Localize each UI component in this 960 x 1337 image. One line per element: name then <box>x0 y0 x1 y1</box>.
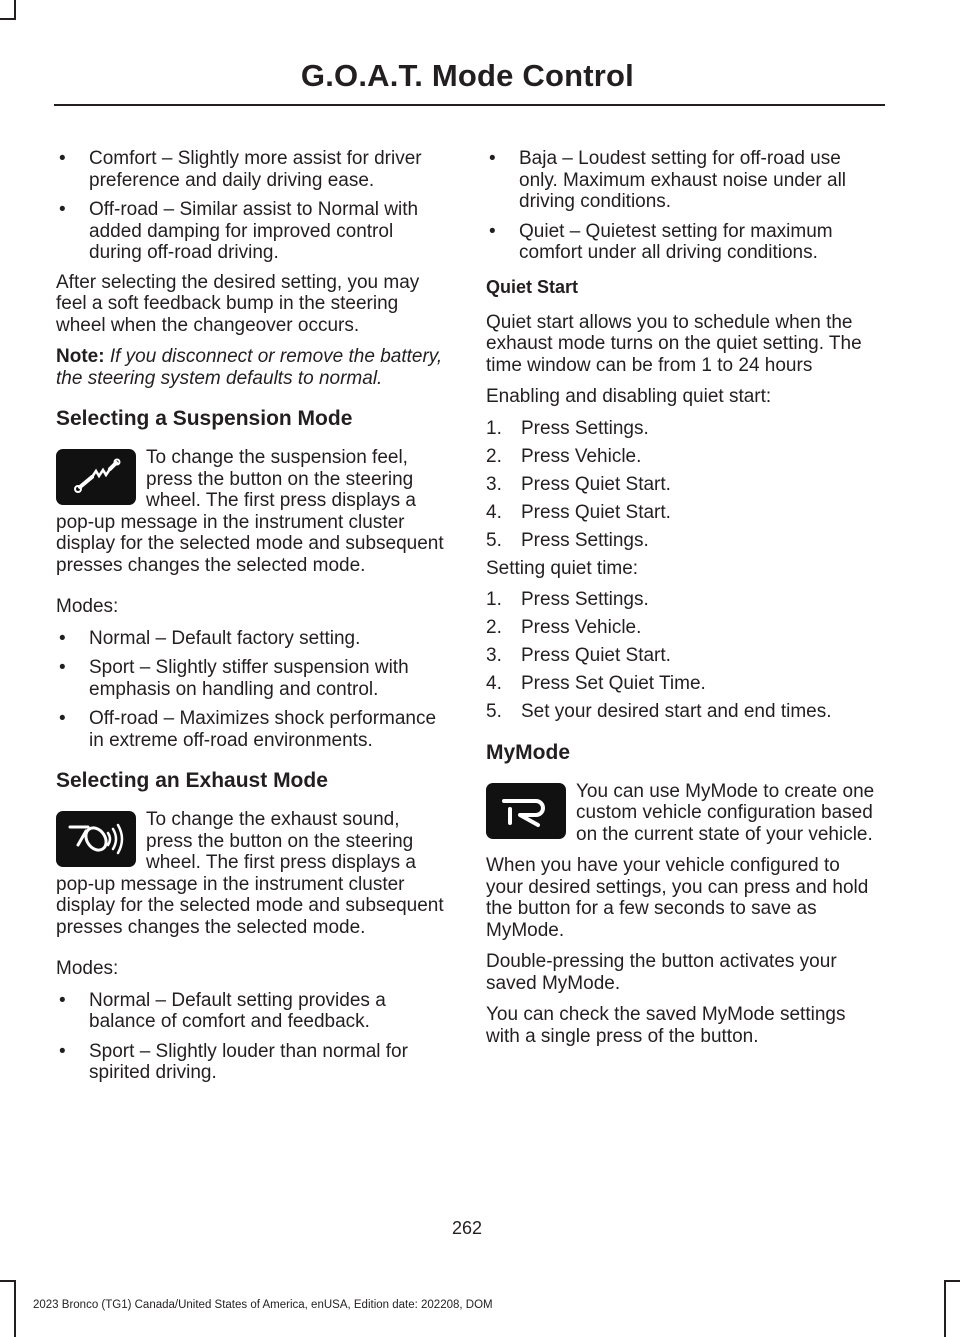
numbered-step: 3. Press Quiet Start. <box>486 473 671 495</box>
exhaust-sound-icon <box>56 811 136 867</box>
modes-label: Modes: <box>56 596 119 617</box>
crop-mark <box>14 1280 16 1337</box>
list-item: • Baja – Loudest setting for off-road use only. Maximum exhaust noise under all driving conditions. <box>486 148 880 213</box>
section-heading-mymode: MyMode <box>486 740 570 764</box>
left-column <box>56 148 448 1092</box>
paragraph: You can use MyMode to create one custom vehicle configuration based on the current state of your vehicle. <box>576 780 875 845</box>
paragraph: To change the exhaust sound, press the button on the steering wheel. The first press displays a pop-up message in the instrument cluster display for the selected mode and subsequent presses changes the selected mode. <box>56 809 444 938</box>
modes-label: Modes: <box>56 958 119 979</box>
crop-mark <box>944 1280 960 1282</box>
numbered-step: 5. Set your desired start and end times. <box>486 701 832 722</box>
paragraph: Setting quiet time: <box>486 557 639 579</box>
numbered-step: 1. Press Settings. <box>486 417 649 439</box>
list-item: • Off-road – Similar assist to Normal with added damping for improved control during off-road driving. <box>56 199 448 264</box>
paragraph: You can check the saved MyMode settings with a single press of the button. <box>486 1004 846 1047</box>
numbered-step: 3. Press Quiet Start. <box>486 645 671 666</box>
numbered-step: 1. Press Settings. <box>486 589 649 610</box>
list-item: • Normal – Default setting provides a balance of comfort and feedback. <box>56 990 448 1033</box>
footer-edition: 2023 Bronco (TG1) Canada/United States of America, enUSA, Edition date: 202208, DOM <box>33 1299 493 1311</box>
mymode-r-icon <box>486 783 566 839</box>
note <box>56 346 448 389</box>
section-heading-exhaust: Selecting an Exhaust Mode <box>56 769 328 792</box>
paragraph: To change the suspension feel, press the button on the steering wheel. The first press displays a pop-up message in the instrument cluster display for the selected mode and subsequent presses changes the selected mode. <box>56 447 444 576</box>
list-item: • Normal – Default factory setting. <box>56 628 448 650</box>
paragraph: Double-pressing the button activates your saved MyMode. <box>486 951 837 994</box>
list-item: • Off-road – Maximizes shock performance in extreme off-road environments. <box>56 708 448 751</box>
list-item: • Quiet – Quietest setting for maximum comfort under all driving conditions. <box>486 221 880 264</box>
suspension-shock-icon <box>56 449 136 505</box>
paragraph: After selecting the desired setting, you may feel a soft feedback bump in the steering wheel when the changeover occurs. <box>56 271 420 336</box>
section-heading-quiet-start: Quiet Start <box>486 276 579 297</box>
numbered-step: 2. Press Vehicle. <box>486 617 642 638</box>
list-item: • Comfort – Slightly more assist for driver preference and daily driving ease. <box>56 148 448 191</box>
paragraph: When you have your vehicle configured to your desired settings, you can press and hold the button for a few seconds to save as MyMode. <box>486 855 869 941</box>
crop-mark <box>0 1280 16 1282</box>
title-divider <box>54 104 885 106</box>
page-number: 262 <box>451 1218 483 1238</box>
crop-mark <box>0 18 16 20</box>
numbered-step: 5. Press Settings. <box>486 529 649 551</box>
note-label: Note: <box>56 346 105 367</box>
section-heading-suspension: Selecting a Suspension Mode <box>56 407 353 430</box>
numbered-step: 2. Press Vehicle. <box>486 445 642 467</box>
crop-mark <box>14 0 16 20</box>
paragraph: Quiet start allows you to schedule when the exhaust mode turns on the quiet setting. The time window can be from 1 to 24 hours <box>486 311 862 376</box>
crop-mark <box>944 1280 946 1337</box>
right-column <box>486 148 880 1057</box>
list-item: • Sport – Slightly stiffer suspension with emphasis on handling and control. <box>56 657 448 700</box>
list-item: • Sport – Slightly louder than normal for spirited driving. <box>56 1041 448 1084</box>
note-text: If you disconnect or remove the battery, the steering system defaults to normal. <box>56 346 443 389</box>
numbered-step: 4. Press Quiet Start. <box>486 501 671 523</box>
page-title: G.O.A.T. Mode Control <box>300 58 634 93</box>
numbered-step: 4. Press Set Quiet Time. <box>486 673 706 694</box>
paragraph: Enabling and disabling quiet start: <box>486 386 772 407</box>
